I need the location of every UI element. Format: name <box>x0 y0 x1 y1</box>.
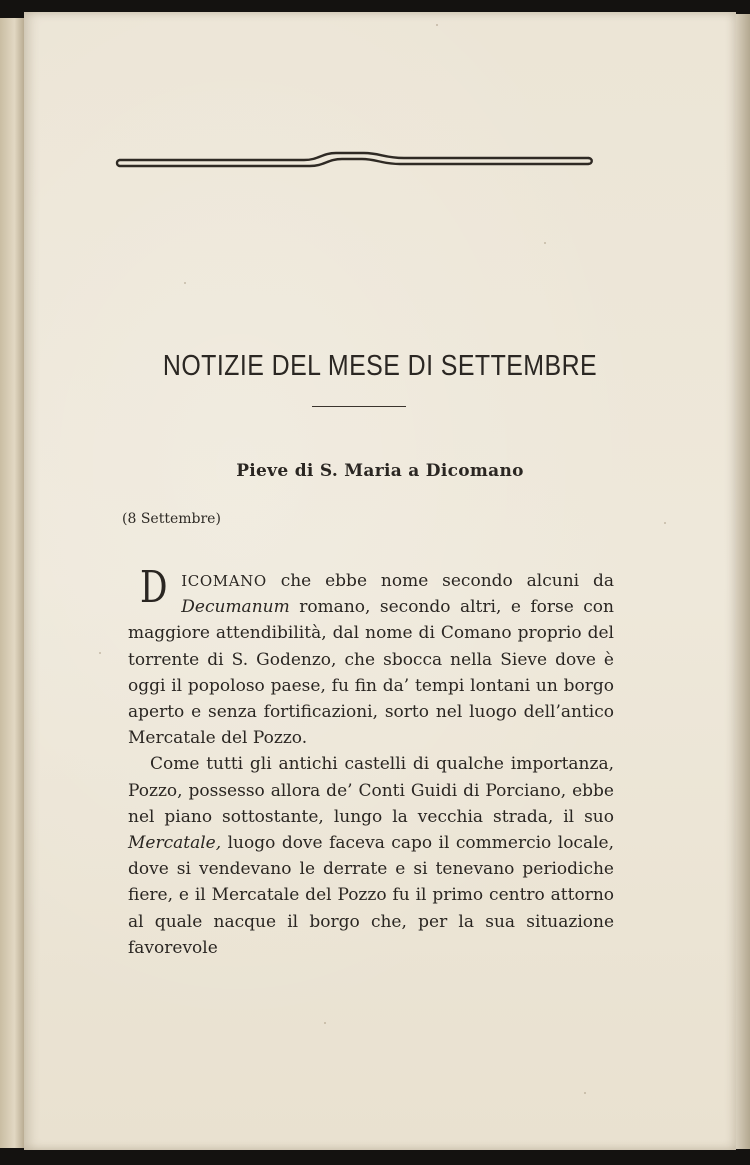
chapter-title: NOTIZIE DEL MESE DI SETTEMBRE <box>162 350 598 382</box>
book-page <box>24 12 736 1150</box>
paragraph-1-text-a: che ebbe nome secondo alcuni da <box>266 571 614 591</box>
paragraph-1-italic: Decumanum <box>181 597 290 618</box>
paragraph-2-text-a: Come tutti gli antichi castelli di qualche importanza, Pozzo, possesso allora de’ Conti Guidi di Porciano, ebbe nel piano sottostante, lungo la vecchia strada, il suo <box>128 754 614 827</box>
date-line: (8 Settembre) <box>122 511 221 527</box>
paragraph-2 <box>128 751 614 961</box>
lead-word: ICOMANO <box>181 572 267 590</box>
paragraph-2-text-b: luogo dove faceva capo il commercio locale, dove si vendevano le derrate e si tenevano periodiche fiere, e il Mercatale del Pozzo fu il primo centro attorno al quale nacque il borgo che, per la sua situazione favorevole <box>128 833 614 958</box>
body-text <box>128 562 614 961</box>
paragraph-1-text-b: romano, secondo altri, e forse con maggiore attendibilità, dal nome di Comano proprio del torrente di S. Godenzo, che sbocca nella Sieve dove è oggi il popoloso paese, fu fin da’ tempi lontani un borgo aperto e senza fortificazioni, sorto nel luogo dell’antico Mercatale del Pozzo. <box>128 597 614 749</box>
paragraph-2-italic: Mercatale, <box>128 833 222 854</box>
drop-cap: D <box>140 562 168 613</box>
right-page-edge <box>736 14 750 1149</box>
wavy-rule-ornament-icon <box>114 149 594 175</box>
title-divider <box>312 406 406 407</box>
left-page-edge <box>0 18 25 1148</box>
paragraph-1 <box>128 562 614 751</box>
section-heading: Pieve di S. Maria a Dicomano <box>236 461 524 481</box>
